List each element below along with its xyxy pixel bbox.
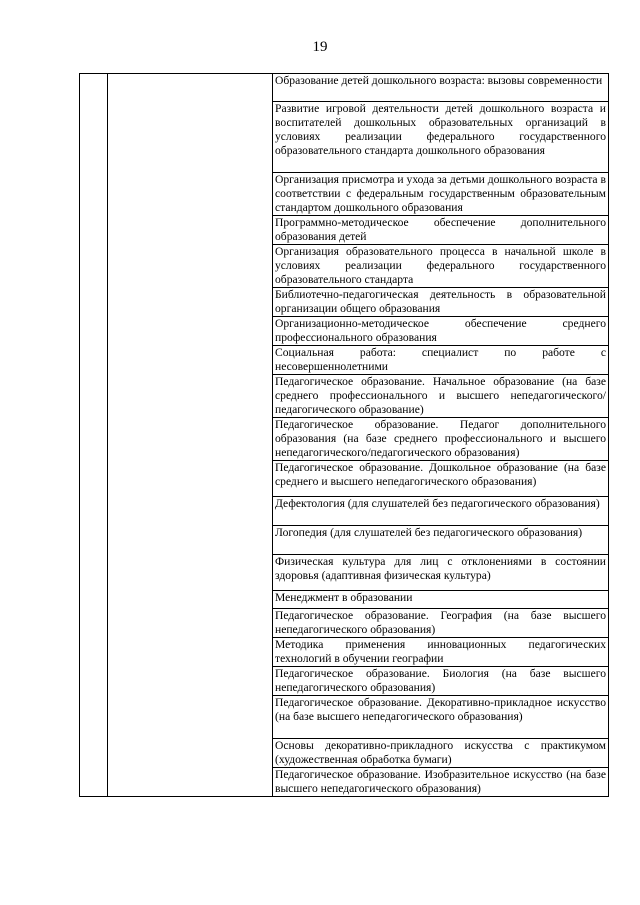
program-name-cell: Физическая культура для лиц с отклонениями в состоянии здоровья (адаптивная физическая культура)	[273, 555, 609, 591]
program-name-cell: Методика применения инновационных педагогических технологий в обучении географии	[273, 638, 609, 667]
program-name-cell: Педагогическое образование. География (на базе высшего непедагогического образования)	[273, 609, 609, 638]
program-name-cell: Педагогическое образование. Педагог дополнительного образования (на базе среднего профессионального и высшего непедагогического/педагогического образования)	[273, 418, 609, 461]
program-name-cell: Основы декоративно-прикладного искусства с практикумом (художественная обработка бумаги)	[273, 739, 609, 768]
program-name-cell: Дефектология (для слушателей без педагогического образования)	[273, 497, 609, 526]
program-name-cell: Педагогическое образование. Декоративно-прикладное искусство (на базе высшего непедагогического образования)	[273, 696, 609, 739]
program-name-cell: Программно-методическое обеспечение дополнительного образования детей	[273, 216, 609, 245]
program-name-cell: Организация присмотра и ухода за детьми дошкольного возраста в соответствии с федеральным государственным образовательным стандартом дошкольного образования	[273, 173, 609, 216]
program-name-cell: Организация образовательного процесса в начальной школе в условиях реализации федерального государственного образовательного стандарта	[273, 245, 609, 288]
programs-table-body	[80, 74, 609, 797]
program-name-cell: Социальная работа: специалист по работе с несовершеннолетними	[273, 346, 609, 375]
program-name-cell: Педагогическое образование. Дошкольное образование (на базе среднего и высшего непедагогического образования)	[273, 461, 609, 497]
program-name-cell: Логопедия (для слушателей без педагогического образования)	[273, 526, 609, 555]
program-name-cell: Библиотечно-педагогическая деятельность в образовательной организации общего образования	[273, 288, 609, 317]
program-name-cell: Педагогическое образование. Изобразительное искусство (на базе высшего непедагогического образования)	[273, 768, 609, 797]
table-row	[80, 74, 609, 102]
program-name-cell: Развитие игровой деятельности детей дошкольного возраста и воспитателей дошкольных образовательных организаций в условиях реализации федерального государственного образовательного стандарта дошкольного образования	[273, 102, 609, 173]
program-name-cell: Педагогическое образование. Начальное образование (на базе среднего профессионального и высшего непедагогического/педагогического образование)	[273, 375, 609, 418]
program-name-cell: Менеджмент в образовании	[273, 591, 609, 609]
program-name-cell: Организационно-методическое обеспечение среднего профессионального образования	[273, 317, 609, 346]
page-number: 19	[312, 39, 328, 55]
programs-table	[79, 73, 609, 797]
index-column-cell	[80, 74, 108, 797]
program-name-cell: Педагогическое образование. Биология (на базе высшего непедагогического образования)	[273, 667, 609, 696]
program-name-cell: Образование детей дошкольного возраста: вызовы современности	[273, 74, 609, 102]
department-column-cell	[108, 74, 273, 797]
